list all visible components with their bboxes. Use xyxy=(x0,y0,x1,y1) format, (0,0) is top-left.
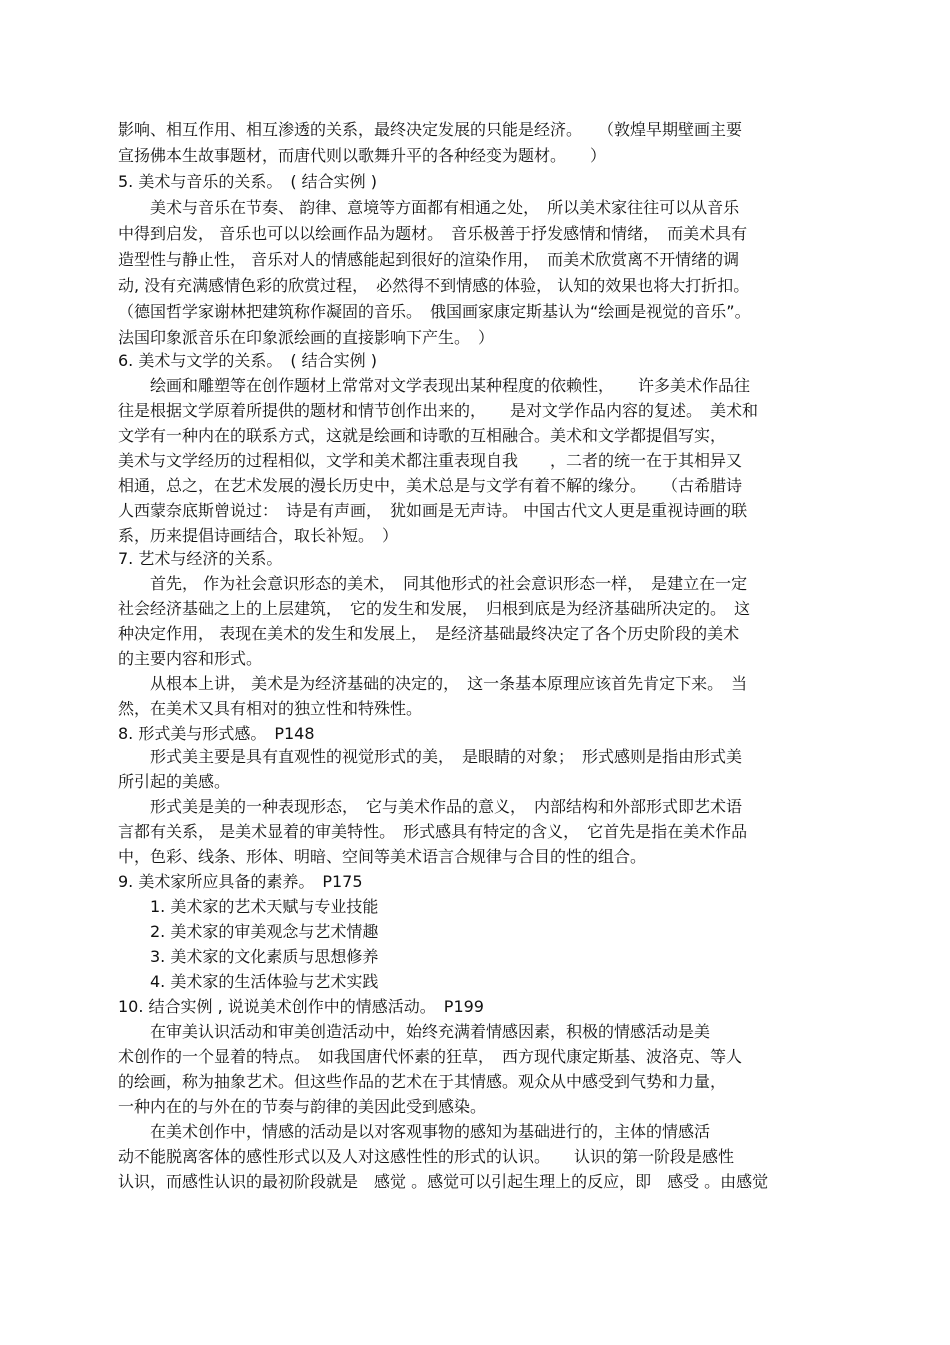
list-item: 2. 美术家的审美观念与艺术情趣 xyxy=(118,922,379,941)
text-line: 造型性与静止性， 音乐对人的情感能起到很好的渲染作用， 而美术欣赏离不开情绪的调 xyxy=(118,250,740,269)
text-line: 首先， 作为社会意识形态的美术， 同其他形式的社会意识形态一样， 是建立在一定 xyxy=(118,574,748,593)
text-line: 美术与音乐在节奏、 韵律、意境等方面都有相通之处， 所以美术家往往可以从音乐 xyxy=(118,198,740,217)
text-line: 在美术创作中，情感的活动是以对客观事物的感知为基础进行的，主体的情感活 xyxy=(118,1122,711,1141)
text-line: 形式美是美的一种表现形态， 它与美术作品的意义， 内部结构和外部形式即艺术语 xyxy=(118,797,743,816)
text-line: 美术与文学经历的过程相似，文学和美术都注重表现自我 ，二者的统一在于其相异又 xyxy=(118,451,743,470)
text-line: 然，在美术又具有相对的独立性和特殊性。 xyxy=(118,699,423,718)
text-line: 形式美主要是具有直观性的视觉形式的美， 是眼睛的对象； 形式感则是指由形式美 xyxy=(118,747,743,766)
text-line: 影响、相互作用、相互渗透的关系，最终决定发展的只能是经济。 （敦煌早期壁画主要 xyxy=(118,120,743,139)
section-heading: 7. 艺术与经济的关系。 xyxy=(118,549,283,568)
text-line: 往是根据文学原着所提供的题材和情节创作出来的， 是对文学作品内容的复述。 美术和 xyxy=(118,401,759,420)
section-heading: 8. 形式美与形式感。 P148 xyxy=(118,724,315,743)
text-line: 从根本上讲， 美术是为经济基础的决定的， 这一条基本原理应该首先肯定下来。 当 xyxy=(118,674,748,693)
text-line: 社会经济基础之上的上层建筑， 它的发生和发展， 归根到底是为经济基础所决定的。 这 xyxy=(118,599,751,618)
text-line: 绘画和雕塑等在创作题材上常常对文学表现出某种程度的依赖性， 许多美术作品往 xyxy=(118,376,751,395)
list-item: 3. 美术家的文化素质与思想修养 xyxy=(118,947,379,966)
section-heading: 10. 结合实例 , 说说美术创作中的情感活动。 P199 xyxy=(118,997,484,1016)
text-line: 所引起的美感。 xyxy=(118,772,231,791)
section-heading: 9. 美术家所应具备的素养。 P175 xyxy=(118,872,363,891)
text-line: 中，色彩、线条、形体、明暗、空间等美术语言合规律与合目的性的组合。 xyxy=(118,847,647,866)
text-line: （德国哲学家谢林把建筑称作凝固的音乐。 俄国画家康定斯基认为“绘画是视觉的音乐”。 xyxy=(118,302,751,321)
list-item: 1. 美术家的艺术天赋与专业技能 xyxy=(118,897,379,916)
text-line: 种决定作用， 表现在美术的发生和发展上， 是经济基础最终决定了各个历史阶段的美术 xyxy=(118,624,740,643)
section-heading: 5. 美术与音乐的关系。 ( 结合实例 ) xyxy=(118,172,378,191)
text-line: 相通，总之，在艺术发展的漫长历史中，美术总是与文学有着不解的缘分。 （古希腊诗 xyxy=(118,476,743,495)
text-line: 认识，而感性认识的最初阶段就是 感觉 。感觉可以引起生理上的反应，即 感受 。由感觉 xyxy=(118,1172,769,1191)
text-line: 的主要内容和形式。 xyxy=(118,649,263,668)
text-line: 在审美认识活动和审美创造活动中，始终充满着情感因素，积极的情感活动是美 xyxy=(118,1022,711,1041)
text-line: 文学有一种内在的联系方式，这就是绘画和诗歌的互相融合。美术和文学都提倡写实， xyxy=(118,426,727,445)
text-line: 一种内在的与外在的节奏与韵律的美因此受到感染。 xyxy=(118,1097,487,1116)
text-line: 动, 没有充满感情色彩的欣赏过程， 必然得不到情感的体验， 认知的效果也将大打折扣。 xyxy=(118,276,750,295)
text-line: 人西蒙奈底斯曾说过： 诗是有声画， 犹如画是无声诗。 中国古代文人更是重视诗画的联 xyxy=(118,501,748,520)
list-item: 4. 美术家的生活体验与艺术实践 xyxy=(118,972,379,991)
text-line: 的绘画，称为抽象艺术。但这些作品的艺术在于其情感。观众从中感受到气势和力量， xyxy=(118,1072,727,1091)
text-line: 系，历来提倡诗画结合，取长补短。 ） xyxy=(118,526,399,545)
text-line: 术创作的一个显着的特点。 如我国唐代怀素的狂草， 西方现代康定斯基、波洛克、等人 xyxy=(118,1047,743,1066)
text-line: 中得到启发， 音乐也可以以绘画作品为题材。 音乐极善于抒发感情和情绪， 而美术具有 xyxy=(118,224,748,243)
text-line: 法国印象派音乐在印象派绘画的直接影响下产生。 ） xyxy=(118,328,495,347)
text-line: 动不能脱离客体的感性形式以及人对这感性性的形式的认识。 认识的第一阶段是感性 xyxy=(118,1147,735,1166)
section-heading: 6. 美术与文学的关系。 ( 结合实例 ) xyxy=(118,351,378,370)
text-line: 宣扬佛本生故事题材，而唐代则以歌舞升平的各种经变为题材。 ） xyxy=(118,146,607,165)
text-line: 言都有关系， 是美术显着的审美特性。 形式感具有特定的含义， 它首先是指在美术作品 xyxy=(118,822,748,841)
